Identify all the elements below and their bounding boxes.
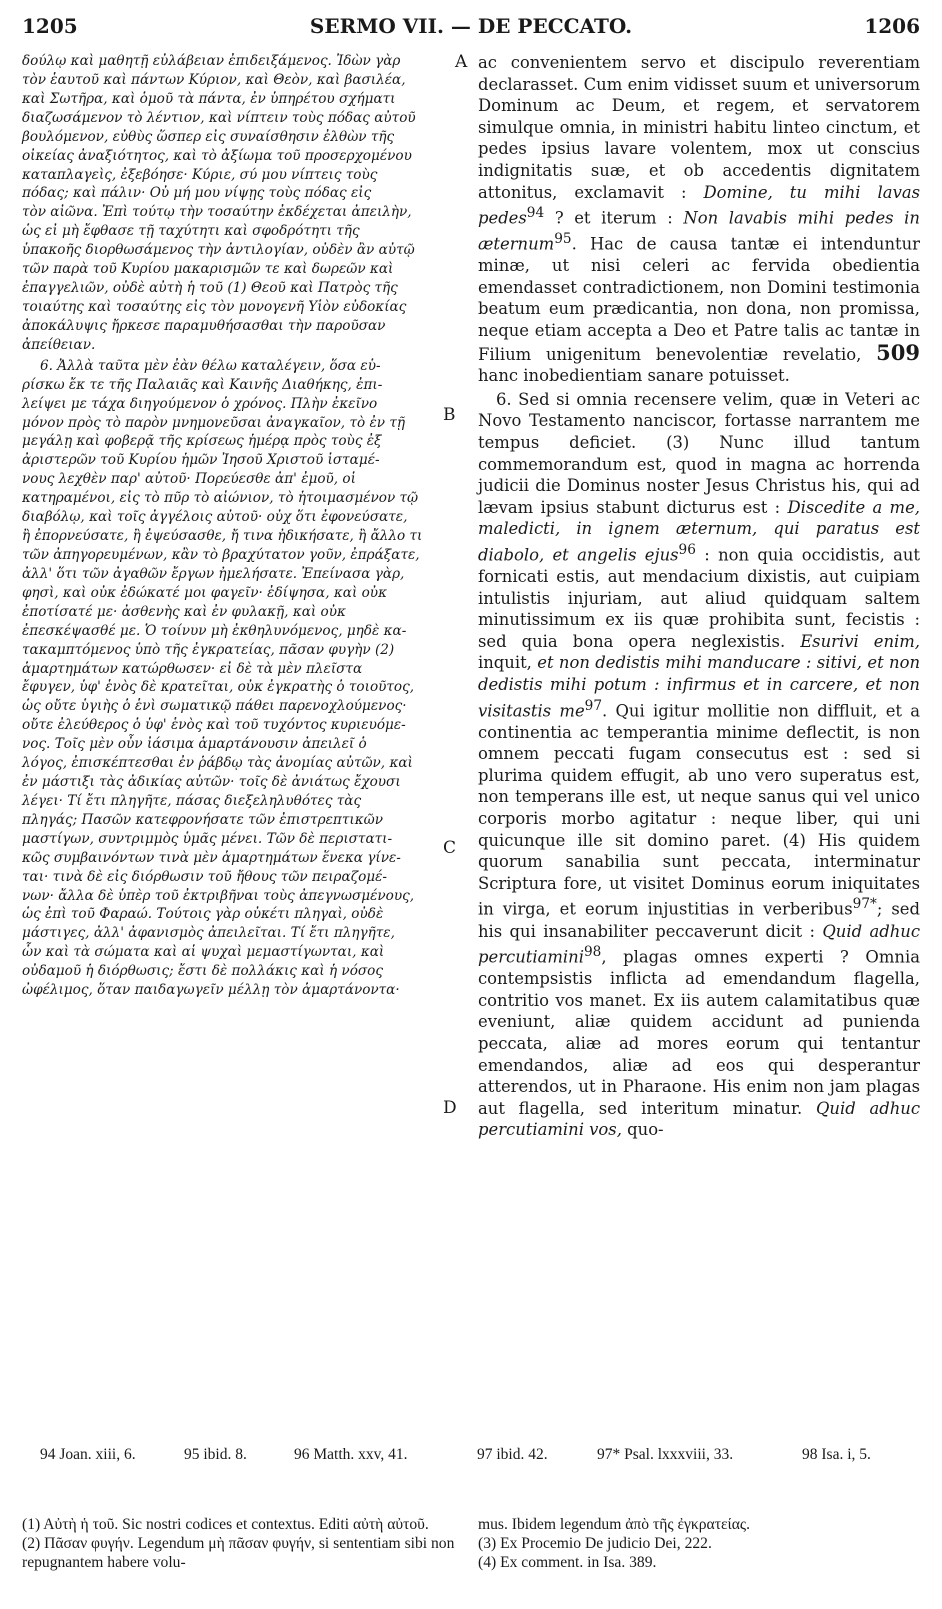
greek-line: τῶν ἀπηγορευμένων, κἂν τὸ βραχύτατον γοῦν, ἐπράξατε, xyxy=(22,546,420,563)
scripture-references xyxy=(22,1446,920,1470)
editor-notes-left xyxy=(22,1515,464,1572)
greek-paragraph-1 xyxy=(22,52,462,355)
footnote-ref: 98 xyxy=(583,944,602,961)
greek-line: νους λεχθὲν παρ' αὐτοῦ· Πορεύεσθε ἀπ' ἐμοῦ, οἱ xyxy=(22,471,356,488)
greek-line: φησὶ, καὶ οὐκ ἐδώκατέ μοι φαγεῖν· ἐδίψησα, καὶ οὐκ xyxy=(22,584,387,601)
greek-line: ὡς εἰ μὴ ἔφθασε τῇ ταχύτητι καὶ σφοδρότητι τῆς xyxy=(22,223,360,240)
greek-line: διαβόλῳ, καὶ τοῖς ἀγγέλοις αὐτοῦ· οὐχ ὅτι ἐφονεύσατε, xyxy=(22,509,408,526)
greek-line: τακαμπτόμενος ὑπὸ τῆς ἐγκρατείας, πᾶσαν φυγὴν (2) xyxy=(22,641,395,658)
latin-text: . Hac de causa tantæ ei intenduntur minæ, ut nisi celeri ac fervida obedientia emendasset contradictionem, non Domini testimonia beatum eum prædicantia, non dona, non promissa, neque etiam accepta a Deo et Patre talis ac tantæ in Filium unigenitum benevolentiæ revelatio, xyxy=(478,234,920,364)
greek-line: βουλόμενον, εὐθὺς ὥσπερ εἰς συναίσθησιν ἐλθὼν τῆς xyxy=(22,128,395,145)
editor-note: (3) Ex Procemio De judicio Dei, 222. xyxy=(478,1535,712,1552)
greek-line: πόδας; καὶ πάλιν· Οὐ μή μου νίψῃς τοὺς πόδας εἰς xyxy=(22,185,372,202)
greek-line: ὠφέλιμος, ὅταν παιδαγωγεῖν μέλλῃ τὸν ἁμαρτάνοντα· xyxy=(22,982,400,999)
scripture-ref: 98 Isa. i, 5. xyxy=(802,1446,871,1463)
greek-line: νος. Τοῖς μὲν οὖν ἰάσιμα ἁμαρτάνουσιν ἀπειλεῖ ὁ xyxy=(22,736,367,753)
greek-line: ἢ ἐπορνεύσατε, ἢ ἐψεύσασθε, ἤ τινα ἠδικήσατε, ἢ ἄλλο τι xyxy=(22,528,423,545)
latin-quote: Domine, tu mihi lavas pedes xyxy=(478,182,921,228)
editor-note: (1) Αὐτὴ ἡ τοῦ. Sic nostri codices et contextus. Editi αὐτὴ αὐτοῦ. xyxy=(22,1516,429,1533)
latin-text: , plagas omnes experti ? Omnia contempsistis inflicta ad emendandum flagella, contritio vos manet. Ex iis autem calamitatibus quæ eveniunt, aliæ quidem accidunt ad punienda peccata, aliæ ad mores eorum qui tentantur emendandos, aliæ ad eos qui desperantur atterendos, ut in Pharaone. His enim non jam plagas aut flagella, sed interitum minatur. xyxy=(478,947,920,1118)
latin-quote: Quid adhuc percutiamini vos, xyxy=(478,1098,920,1140)
footnote-ref: 95 xyxy=(554,231,572,248)
greek-line: καταπλαγεὶς, ἐξεβόησε· Κύριε, σύ μου νίπτεις τοὺς xyxy=(22,166,378,183)
greek-line: ἀπείθειαν. xyxy=(22,336,96,353)
greek-line: ἐν μάστιξι τὰς ἀδικίας αὐτῶν· τοῖς δὲ ἀνιάτως ἔχουσι xyxy=(22,774,401,791)
greek-line: λέγει· Τί ἔτι πληγῆτε, πάσας διεξεληλυθότες τὰς xyxy=(22,792,362,809)
footnote-ref: 94 xyxy=(526,205,545,222)
editor-notes-right xyxy=(478,1515,918,1572)
latin-text: ? et iterum : xyxy=(554,208,673,228)
latin-text: hanc inobedientiam sanare potuisset. xyxy=(478,366,790,386)
page-number-right: 1206 xyxy=(864,14,920,38)
latin-column xyxy=(478,52,920,1141)
greek-line: μαστίγων, συντριμμὸς ὑμᾶς μένει. Τῶν δὲ περιστατι- xyxy=(22,830,393,847)
footnote-ref: 97 xyxy=(584,697,603,714)
editor-note: (4) Ex comment. in Isa. 389. xyxy=(478,1554,657,1571)
greek-line: 6. Ἀλλὰ ταῦτα μὲν ἐὰν θέλω καταλέγειν, ὅσα εὑ- xyxy=(40,357,381,374)
greek-line: ὑπακοῆς διορθωσάμενος τὴν ἀντιλογίαν, οὐδὲν ἂν αὐτῷ xyxy=(22,242,415,259)
running-title: SERMO VII. — DE PECCATO. xyxy=(309,14,633,38)
latin-paragraph-2 xyxy=(478,389,920,1141)
latin-text: ; sed his qui insanabiliter peccaverunt dicit : xyxy=(478,899,921,941)
latin-quote: et non dedistis mihi manducare : sitivi, et non dedistis mihi potum : infirmus et in carcere, et non visitastis me xyxy=(478,653,921,721)
editor-note: mus. Ibidem legendum ἀπὸ τῆς ἐγκρατείας. xyxy=(478,1516,750,1533)
greek-line: νων· ἄλλα δὲ ὑπὲρ τοῦ ἐκτριβῆναι τοὺς ἀπεγνωσμένους, xyxy=(22,887,415,904)
latin-text: . Qui igitur mollitie non diffluit, et a continentia ac temperantia minime deflectit, is non omnem peccati fugam consecutus est : sed si plurima quidem effugit, ab uno vero superatus est, non temperans ille est, ut neque sanus qui vel unico corporis morbo agitatur : neque liber, qui uni quicunque ille sit domino paret. (4) His quidem quorum sanabilia sunt peccata, interminatur Scriptura fore, ut visitet Dominus eorum iniquitates in virga, et eorum injustitias in verberibus xyxy=(478,701,921,919)
greek-line: λόγος, ἐπισκέπτεσθαι ἐν ῥάβδῳ τὰς ἀνομίας αὐτῶν, καὶ xyxy=(22,755,413,772)
greek-line: ἀποκάλυψις ἤρκεσε παραμυθήσασθαι τὴν παροῦσαν xyxy=(22,317,386,334)
greek-line: λείψει με τάχα διηγούμενον ὁ χρόνος. Πλὴν ἐκεῖνο xyxy=(22,395,378,412)
greek-line: καὶ Σωτῆρα, καὶ ὁμοῦ τὰ πάντα, ἐν ὑπηρέτου σχήματι xyxy=(22,90,396,107)
greek-line: τῶν παρὰ τοῦ Κυρίου μακαρισμῶν τε καὶ δωρεῶν καὶ xyxy=(22,261,394,278)
scripture-ref: 97* Psal. lxxxviii, 33. xyxy=(597,1446,734,1463)
latin-text: : non quia occidistis, aut fornicati estis, aut mendacium dixistis, aut cuipiam intulistis injuriam, aut aliud quidquam saltem minutissimum ex iis quæ prohibita sunt, fecistis : sed quia bona opera neglexistis. xyxy=(478,545,920,651)
greek-line: πληγάς; Πασῶν κατεφρονήσατε τῶν ἐπιστρεπτικῶν xyxy=(22,811,383,828)
greek-line: τὸν αἰῶνα. Ἐπὶ τούτῳ τὴν τοσαύτην ἐκδέχεται ἀπειλὴν, xyxy=(22,204,412,221)
greek-paragraph-2 xyxy=(22,357,462,1000)
editor-note: (2) Πᾶσαν φυγήν. Legendum μὴ πᾶσαν φυγήν, si sententiam sibi non repugnantem habere volu- xyxy=(22,1535,455,1571)
latin-quote: Discedite a me, maledicti, in ignem æternum, qui paratus est diabolo, et angelis ejus xyxy=(478,497,921,565)
latin-paragraph-1 xyxy=(478,52,920,387)
scripture-ref: 94 Joan. xiii, 6. xyxy=(40,1446,136,1463)
greek-line: κῶς συμβαινόντων τινὰ μὲν ἁμαρτημάτων ἕνεκα γίνε- xyxy=(22,849,401,866)
latin-text: quo- xyxy=(627,1120,664,1140)
greek-line: ἁμαρτημάτων κατώρθωσεν· εἰ δὲ τὰ μὲν πλεῖστα xyxy=(22,660,363,677)
latin-quote: Quid adhuc percutiamini xyxy=(478,921,920,967)
column-number: 509 xyxy=(876,339,920,365)
greek-line: τὸν ἑαυτοῦ καὶ πάντων Κύριον, καὶ Θεὸν, καὶ βασιλέα, xyxy=(22,71,406,88)
greek-line: ἀριστερῶν τοῦ Κυρίου ἡμῶν Ἰησοῦ Χριστοῦ ἱσταμέ- xyxy=(22,452,380,469)
page-number-left: 1205 xyxy=(22,14,78,38)
greek-line: ἀλλ' ὅτι τῶν ἀγαθῶν ἔργων ἠμελήσατε. Ἐπείνασα γὰρ, xyxy=(22,565,405,582)
scripture-ref: 97 ibid. 42. xyxy=(477,1446,548,1463)
greek-line: ται· τινὰ δὲ εἰς διόρθωσιν τοῦ ἤθους τῶν πειραζομέ- xyxy=(22,868,387,885)
greek-line: οὐδαμοῦ ἡ διόρθωσις; ἔστι δὲ πολλάκις καὶ ἡ νόσος xyxy=(22,963,383,980)
greek-line: διαζωσάμενον τὸ λέντιον, καὶ νίπτειν τοὺς πόδας αὐτοῦ xyxy=(22,109,416,126)
latin-text: inquit, xyxy=(478,653,532,673)
running-header xyxy=(22,14,920,44)
scripture-ref: 95 ibid. 8. xyxy=(184,1446,247,1463)
margin-letter-d: D xyxy=(443,1098,457,1118)
latin-quote: Non lavabis mihi pedes in æternum xyxy=(478,208,920,254)
greek-line: μάστιγες, ἀλλ' ἀφανισμὸς ἀπειλεῖται. Τί ἔτι πληγῆτε, xyxy=(22,925,395,942)
greek-line: κατηραμένοι, εἰς τὸ πῦρ τὸ αἰώνιον, τὸ ἡτοιμασμένον τῷ xyxy=(22,490,419,507)
footnote-ref: 96 xyxy=(678,542,696,558)
latin-quote: Esurivi enim, xyxy=(800,631,920,651)
greek-line: ὡς οὔτε ὑγιὴς ὁ ἑνὶ σωματικῷ πάθει παρενοχλούμενος· xyxy=(22,698,407,715)
greek-line: ὡς ἐπὶ τοῦ Φαραώ. Τούτοις γὰρ οὐκέτι πληγαὶ, οὐδὲ xyxy=(22,906,384,923)
greek-line: ἔφυγεν, ὑφ' ἑνὸς δὲ κρατεῖται, οὐκ ἐγκρατὴς ὁ τοιοῦτος, xyxy=(22,679,415,696)
latin-text: ac convenientem servo et discipulo reverentiam declarasset. Cum enim vidisset suum et universorum Dominum ac Deum, et regem, et servatorem simulque omnia, in ministri habitu linteo cinctum, et pedes ipsius lavare volentem, mox ut conscius indignitatis suæ, et ob accedentis dignitatem attonitus, exclamavit : xyxy=(478,53,920,202)
greek-line: οὔτε ἐλεύθερος ὁ ὑφ' ἑνὸς καὶ τοῦ τυχόντος κυριευόμε- xyxy=(22,717,406,734)
greek-line: ὧν καὶ τὰ σώματα καὶ αἱ ψυχαὶ μεμαστίγωνται, καὶ xyxy=(22,944,385,961)
greek-line: ἐπαγγελιῶν, οὐδὲ αὐτὴ ἡ τοῦ (1) Θεοῦ καὶ Πατρὸς τῆς xyxy=(22,280,398,297)
greek-line: ἐπεσκέψασθέ με. Ὁ τοίνυν μὴ ἐκθηλυνόμενος, μηδὲ κα- xyxy=(22,622,407,639)
greek-line: ἐποτίσατέ με· ἀσθενὴς καὶ ἐν φυλακῇ, καὶ οὐκ xyxy=(22,603,346,620)
scripture-ref: 96 Matth. xxv, 41. xyxy=(294,1446,408,1463)
greek-line: τοιαύτης καὶ τοσαύτης εἰς τὸν μονογενῆ Υἱὸν εὐδοκίας xyxy=(22,298,407,315)
greek-line: ρίσκω ἔκ τε τῆς Παλαιᾶς καὶ Καινῆς Διαθήκης, ἐπι- xyxy=(22,376,383,393)
greek-column xyxy=(22,52,462,1000)
greek-line: δούλῳ καὶ μαθητῇ εὐλάβειαν ἐπιδειξάμενος. Ἰδὼν γὰρ xyxy=(22,53,401,69)
margin-letter-a: A xyxy=(455,52,468,72)
margin-letter-b: B xyxy=(443,405,456,425)
latin-text: 6. Sed si omnia recensere velim, quæ in Veteri ac Novo Testamento nanciscor, fortasse narrantem me tempus deficiet. (3) Nunc illud tantum commemorandum est, quod in magna ac horrenda judicii die Dominus noster Jesus Christus his, qui ad lævam ipsius stabunt dicturus est : xyxy=(478,389,920,517)
greek-line: μόνον πρὸς τὸ παρὸν μνημονεῦσαι ἀναγκαῖον, τὸ ἐν τῇ xyxy=(22,414,406,431)
greek-line: οἰκείας ἀναξιότητος, καὶ τὸ ἀξίωμα τοῦ προσερχομένου xyxy=(22,147,412,164)
greek-line: μεγάλῃ καὶ φοβερᾷ τῆς κρίσεως ἡμέρᾳ πρὸς τοὺς ἐξ xyxy=(22,433,382,450)
footnote-ref: 97* xyxy=(852,896,877,913)
margin-letter-c: C xyxy=(443,838,457,858)
